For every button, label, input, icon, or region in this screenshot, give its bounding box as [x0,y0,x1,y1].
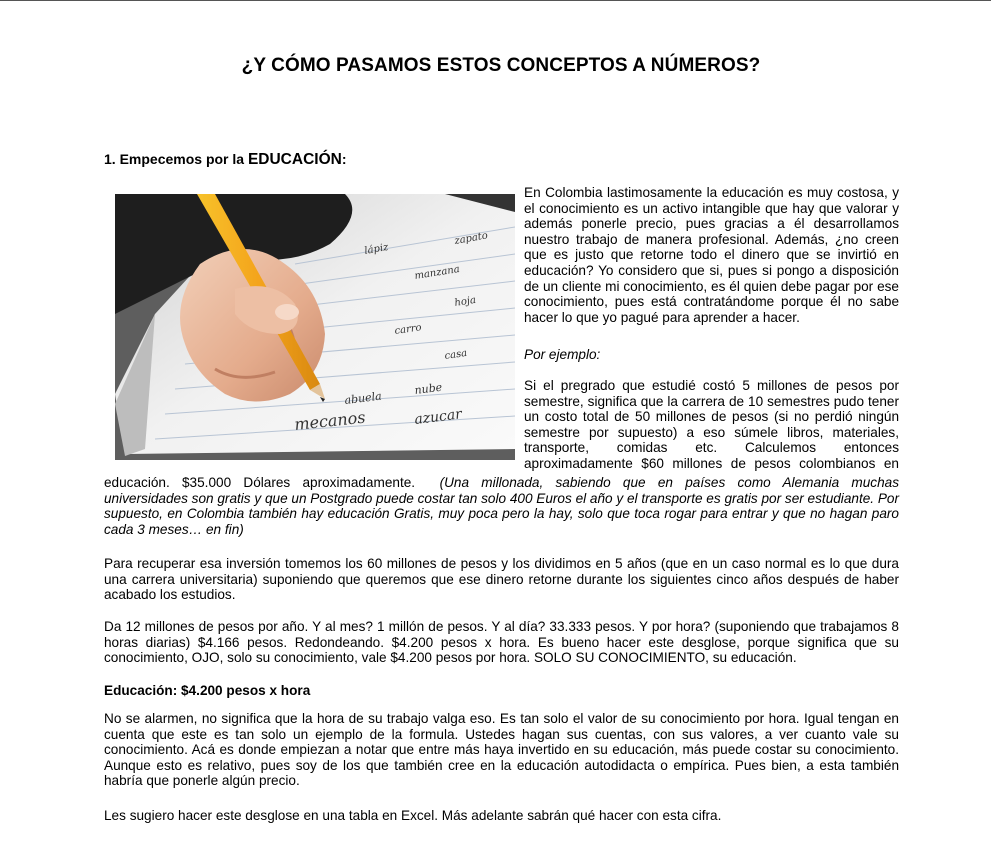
photo-word: nube [413,380,443,397]
example-continuation [104,475,899,537]
example-continuation-line [104,475,899,491]
photo-word: mecanos [293,407,367,434]
photo-word: hoja [453,294,477,309]
example-label: Por ejemplo: [524,347,601,362]
top-rule [0,0,991,1]
section-heading-keyword: EDUCACIÓN [247,151,342,168]
page-title: ¿Y CÓMO PASAMOS ESTOS CONCEPTOS A NÚMEROS? [241,55,761,76]
photo-word: zapato [453,230,489,247]
recover-paragraph: Para recuperar esa inversión tomemos los 60 millones de pesos y los dividimos en 5 años (que en un caso normal es lo que dura una carrera universitaria) suponiendo que queremos que ese dinero retorne durante los siguientes cinco años después de haber acabado los estudios. [104,556,899,603]
example-italic-note-start: (Una millonada, sabiendo que en países como Alemania muchas [439,475,899,490]
intro-paragraph: En Colombia lastimosamente la educación es muy costosa, y el conocimiento es un activo intangible que hay que valorar y además ponerle precio, pues gracias a él desarrollamos nuestro trabajo de manera profesional. Además, ¿no creen que es justo que retorne todo el dinero que se invirtió en educación? Yo considero que si, pues si pongo a disposición de un cliente mi conocimiento, es él quien debe pagar por ese conocimiento, pues está contratándome porque él no sabe hacer lo que yo pagué para aprender a hacer. [524,185,899,325]
result-heading: Educación: $4.200 pesos x hora [104,683,311,698]
breakdown-paragraph: Da 12 millones de pesos por año. Y al mes? 1 millón de pesos. Y al día? 33.333 pesos. Y por hora? (suponiendo que trabajamos 8 horas diarias) $4.166 pesos. Redondeando. $4.200 pesos x hora. Es bueno hacer este desglose, porque significa que su conocimiento, OJO, solo su conocimiento, vale $4.200 pesos por hora. SOLO SU CONOCIMIENTO, su educación. [104,619,899,666]
section-heading-prefix: 1. Empecemos por la [104,151,248,167]
photo-word: lápiz [363,241,390,257]
photo-word: azucar [413,406,463,428]
example-paragraph: Si el pregrado que estudié costó 5 millones de pesos por semestre, significa que la carrera de 10 semestres pudo tener un costo total de 50 millones de pesos (si no perdió ningún semestre por supuesto) a eso súmele libros, materiales, transporte, comidas etc. Calculemos entonces aproximadamente $60 millones de pesos colombianos en [524,378,899,471]
photo-word: manzana [413,263,461,282]
photo-word: abuela [343,389,383,407]
section-heading [104,151,347,169]
example-italic-note: universidades son gratis y que un Postgrado puede costar tan solo 400 Euros el año y el transporte es gratis por ser estudiante. Por supuesto, en Colombia también hay educación Gratis, muy poca pero la hay, solo que toca rogar para entrar y que no hagan paro cada 3 meses… en fin) [104,490,899,537]
section-heading-suffix: : [341,151,347,167]
example-continuation-text: educación. $35.000 Dólares aproximadamente. [104,475,416,490]
alarm-paragraph: No se alarmen, no significa que la hora de su trabajo valga eso. Es tan solo el valor de su conocimiento por hora. Igual tengan en cuenta que este es tan solo un ejemplo de la formula. Ustedes hagan sus cuentas, con sus valores, a ver cuanto vale su conocimiento. Acá es donde empiezan a notar que entre más haya invertido en su educación, más puede costar su conocimiento. Aunque esto es relativo, pues soy de los que también cree en la educación autodidacta o empírica. Pues bien, a esta también habría que ponerle algún precio. [104,711,899,789]
photo-word: casa [443,347,468,362]
excel-paragraph: Les sugiero hacer este desglose en una tabla en Excel. Más adelante sabrán qué hacer con esta cifra. [104,808,722,823]
child-writing-photo [115,194,515,460]
photo-word: carro [393,322,423,337]
